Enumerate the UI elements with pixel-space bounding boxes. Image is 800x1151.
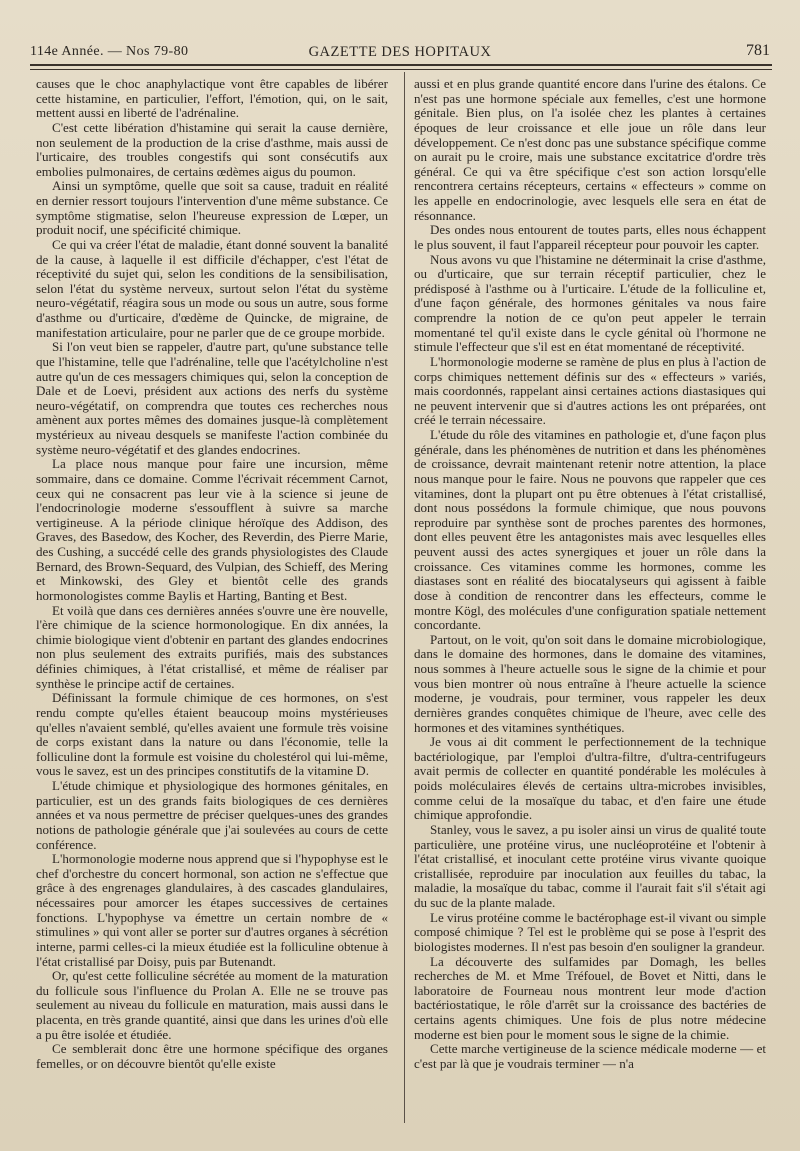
paragraph: Des ondes nous entourent de toutes parts, elles nous échappent le plus souvent, il faut l'appareil récepteur pour pouvoir les capter. (414, 222, 766, 252)
paragraph: Ainsi un symptôme, quelle que soit sa cause, traduit en réalité en dernier ressort toujours l'intervention d'une même substance. Ce symptôme stigmatise, selon l'heureuse expression de Lœper, un produit nocif, une spécificité chimique. (36, 178, 388, 238)
paragraph: Et voilà que dans ces dernières années s'ouvre une ère nouvelle, l'ère chimique de la science hormonologique. En dix années, la chimie biologique vient d'obtenir en partant des glandes endocrines non plus seulement des extraits purifiés, mais des substances définies chimiques, à l'état cristallisé, et même de réaliser par synthèse le principe actif de certaines. (36, 602, 388, 691)
paragraph: La place nous manque pour faire une incursion, même sommaire, dans ce domaine. Comme l'écrivait récemment Carnot, ceux qui ne consacrent pas leur vie à la science si jeune de l'endocrinologie moderne s'essoufflent à suivre sa marche vertigineuse. A la période clinique héroïque des Addison, des Graves, des Basedow, des Kocher, des Reverdin, des Pierre Marie, des Cushing, a succédé celle des grands physiologistes des Claude Bernard, des Brown-Sequard, des Vulpian, des Schieff, des Mering et Minkowski, des Gley et bientôt celle des grands hormonologistes comme Baylis et Harting, Banting et Best. (36, 456, 388, 603)
running-header (30, 42, 770, 64)
paragraph: L'étude chimique et physiologique des hormones génitales, en particulier, est un des grands faits biologiques de ces dernières années et va nous permettre de préciser quelques-unes des grandes notions de pathologie générale que j'ai soulevées au cours de cette conférence. (36, 778, 388, 852)
paragraph: L'étude du rôle des vitamines en pathologie et, d'une façon plus générale, dans les phénomènes de nutrition et dans les phénomènes de croissance, devrait maintenant retenir notre attention, la place nous manque pour le faire. Nous ne pouvons que rappeler que ces vitamines, dont la plupart ont pu être obtenues à l'état cristallisé, dont nous possédons la formule chimique, que nous pouvons reproduire par synthèse sont de proches parentes des hormones, dont elles peuvent être les antagonistes mais avec lesquelles elles peuvent aussi des actes synergiques et jouer un rôle dans la croissance. Ces vitamines comme les hormones, comme les diastases sont en réalité des biocatalyseurs qui agissent à faible dose à condition de rencontrer dans les effecteurs, comme le montre Kögl, des molécules d'une configuration spatiale nettement concordante. (414, 427, 766, 633)
right-column (414, 77, 766, 1072)
page-number: 781 (746, 42, 770, 59)
paragraph: Or, qu'est cette folliculine sécrétée au moment de la maturation du follicule sous l'influence du Prolan A. Elle ne se trouve pas seulement au niveau du follicule en maturation, mais aussi dans le placenta, en très grande quantité, ainsi que dans les urines d'où elle a pu être isolée et étudiée. (36, 968, 388, 1042)
paragraph: aussi et en plus grande quantité encore dans l'urine des étalons. Ce n'est pas une hormone spéciale aux femelles, c'est une hormone génitale. Bien plus, on l'a isolée chez les plantes à certaines époques de leur croissance et elle joue un rôle dans leur développement. Ce n'est donc pas une substance spécifique comme on aurait pu le croire, mais une substance excitatrice d'ordre très général. Ce qui va être spécifique c'est son action lorsqu'elle rencontrera certains récepteurs, certains « effecteurs » comme on les appelle en endocrinologie, avec lesquels elle sera en état de résonnance. (414, 76, 766, 223)
paragraph: Définissant la formule chimique de ces hormones, on s'est rendu compte qu'elles étaient beaucoup moins mystérieuses qu'elles n'avaient semblé, qu'elles avaient une formule très voisine de corps existant dans la nature ou dans l'économie, telle la folliculine dont la formule est voisine du cholestérol qui lui-même, vous le savez, est un des principes constitutifs de la vitamine D. (36, 690, 388, 779)
paragraph: Cette marche vertigineuse de la science médicale moderne — et c'est par là que je voudrais terminer — n'a (414, 1041, 766, 1071)
paragraph: Le virus protéine comme le bactérophage est-il vivant ou simple composé chimique ? Tel est le problème qui se pose à l'esprit des biologistes modernes. Il n'est pas besoin d'en souligner la grandeur. (414, 909, 766, 954)
left-column (36, 77, 388, 1072)
paragraph: Partout, on le voit, qu'on soit dans le domaine microbiologique, dans le domaine des hormones, dans le domaine des vitamines, nous sommes à l'heure actuelle sous le signe de la chimie et pour vous bien montrer où nous entraîne à l'heure actuelle la science moderne, je voudrais, pour terminer, vous rappeler les deux dernières grandes conquêtes chimique de l'heure, avec celle des hormones et des vitamines synthétiques. (414, 631, 766, 735)
header-rule-thick (30, 64, 772, 66)
paragraph: C'est cette libération d'histamine qui serait la cause dernière, non seulement de la production de la crise d'asthme, mais aussi de l'urticaire, des troubles congestifs qui sont consécutifs aux embolies pulmonaires, de certains œdèmes aigus du poumon. (36, 119, 388, 179)
header-rule-thin (30, 69, 772, 70)
paragraph: Nous avons vu que l'histamine ne déterminait la crise d'asthme, ou d'urticaire, que sur terrain réceptif particulier, chez le prédisposé à l'asthme ou à l'urticaire. L'étude de la folliculine et, d'une façon générale, des hormones génitales va nous faire comprendre la notion de ce qu'on peut appeler le terrain momentané tel qu'il existe dans le cycle génital où l'hormone ne stimule l'effecteur que s'il est en état momentané de réceptivité. (414, 251, 766, 355)
paragraph: Ce semblerait donc être une hormone spécifique des organes femelles, or on découvre bientôt qu'elle existe (36, 1041, 388, 1071)
paragraph: Je vous ai dit comment le perfectionnement de la technique bactériologique, par l'emploi d'ultra-filtre, d'ultra-centrifugeurs avait permis de collecter en quantité pondérable les molécules à poids moléculaires élevés de certains ultra-microbes invisibles, comme celui de la mosaïque du tabac, et d'en faire une étude chimique approfondie. (414, 734, 766, 823)
journal-title: GAZETTE DES HOPITAUX (308, 44, 492, 60)
paragraph: Si l'on veut bien se rappeler, d'autre part, qu'une substance telle que l'histamine, telle que l'adrénaline, telle que l'acétylcholine n'est autre qu'un de ces messagers chimiques qui, selon la conception de Dale et de Loevi, président aux actions des nerfs du système neuro-végétatif, on comprendra que toutes ces recherches nous amènent aux portes mêmes des domaines jusque-là complètement mystérieux au niveau desquels se manifeste l'action combinée du système neuro-végétatif et des glandes endocrines. (36, 339, 388, 457)
issue-info: 114e Année. — Nos 79-80 (30, 44, 189, 59)
paragraph: Ce qui va créer l'état de maladie, étant donné souvent la banalité de la cause, à laquelle il est difficile d'échapper, c'est l'état de réceptivité du sujet qui, selon les conditions de la sensibilisation, selon l'état du système nerveux, surtout selon l'état du système neuro-végétatif, réagira sous un mode ou sous un autre, sous forme d'asthme ou d'urticaire, d'œdème de Quincke, de migraine, de manifestation articulaire, pour ne parler que de ce groupe morbide. (36, 236, 388, 340)
paragraph: Stanley, vous le savez, a pu isoler ainsi un virus de qualité toute particulière, une protéine virus, une nucléoprotéine et l'obtenir à l'état cristallisé, et inoculant cette protéine virus vivante quoique cristallisée, reproduire par inoculation aux feuilles du tabac, la maladie, la mosaïque du tabac, comme il l'aurait fait s'il s'était agi du suc de la plante malade. (414, 821, 766, 910)
paragraph: La découverte des sulfamides par Domagh, les belles recherches de M. et Mme Tréfouel, de Bovet et Nitti, dans le laboratoire de Fourneau nous montrent leur mode d'action bactériostatique, le rôle d'arrêt sur la croissance des bactéries de certains agents chimiques. Une fois de plus notre médecine moderne est bien pour le moment sous le signe de la chimie. (414, 953, 766, 1042)
paragraph: L'hormonologie moderne se ramène de plus en plus à l'action de corps chimiques nettement définis sur des « effecteurs » variés, mais coordonnés, rappelant ainsi certaines actions diastasiques qui ne peuvent intervenir que si d'autres actions les ont préparées, ont créé le terrain nécessaire. (414, 353, 766, 428)
column-divider (404, 72, 405, 1123)
paragraph: causes que le choc anaphylactique vont être capables de libérer cette histamine, en particulier, l'effort, l'émotion, qui, on le sait, mettent aussi en liberté de l'adrénaline. (36, 76, 388, 121)
paragraph: L'hormonologie moderne nous apprend que si l'hypophyse est le chef d'orchestre du concert hormonal, son action ne s'effectue que grâce à des engrenages glandulaires, à des cascades glandulaires, nécessaires pour amorcer les étapes successives de certaines fonctions. L'hypophyse va émettre un certain nombre de « stimulines » qui vont aller se porter sur d'autres organes à sécrétion interne, parmi celles-ci la mieux étudiée est la folliculine obtenue à l'état cristallisé par Doisy, puis par Butenandt. (36, 851, 388, 969)
